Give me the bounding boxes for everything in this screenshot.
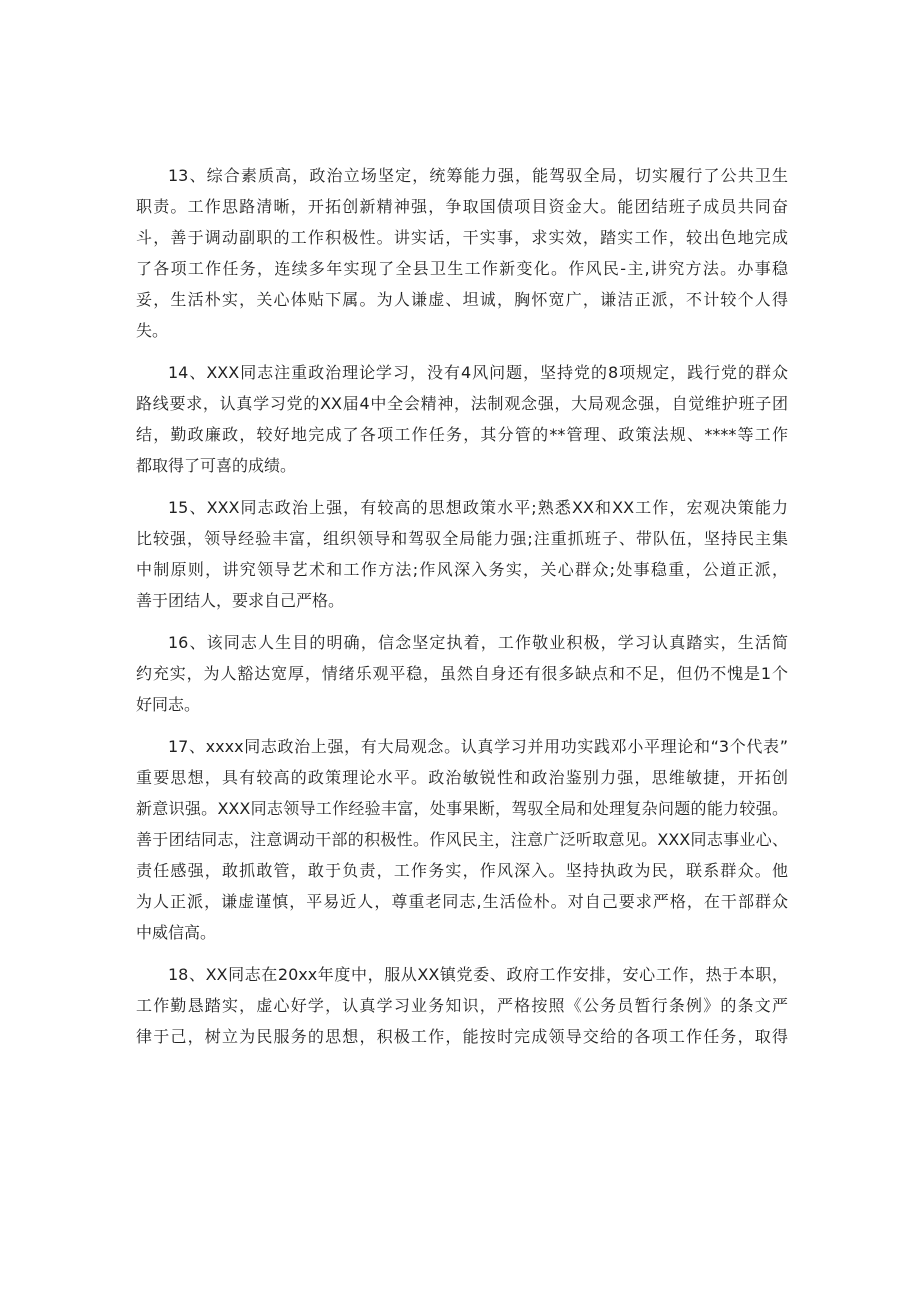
text-line: 结，勤政廉政，较好地完成了各项工作任务，其分管的**管理、政策法规、****等工作 (136, 425, 788, 444)
text-line: 工作勤恳踏实，虚心好学，认真学习业务知识，严格按照《公务员暂行条例》的条文严 (136, 996, 788, 1015)
paragraph-15 (136, 492, 788, 616)
text-line: 了各项工作任务，连续多年实现了全县卫生工作新变化。作风民-主,讲究方法。办事稳 (136, 259, 788, 278)
text-line: 妥，生活朴实，关心体贴下属。为人谦虚、坦诚，胸怀宽广，谦洁正派，不计较个人得 (136, 290, 788, 309)
text-line: 重要思想，具有较高的政策理论水平。政治敏锐性和政治鉴别力强，思维敏捷，开拓创 (136, 768, 788, 787)
document-body (136, 160, 788, 1063)
text-line: 16、该同志人生目的明确，信念坚定执着，工作敬业积极，学习认真踏实，生活简 (168, 633, 788, 652)
paragraph-17 (136, 731, 788, 948)
paragraph-14 (136, 357, 788, 481)
text-line: 15、XXX同志政治上强，有较高的思想政策水平;熟悉XX和XX工作，宏观决策能力 (168, 498, 788, 517)
text-line: 13、综合素质高，政治立场坚定，统筹能力强，能驾驭全局，切实履行了公共卫生 (168, 166, 788, 185)
text-line: 善于团结人，要求自己严格。 (136, 591, 345, 610)
text-line: 为人正派，谦虚谨慎，平易近人，尊重老同志,生活俭朴。对自己要求严格，在干部群众 (136, 892, 788, 911)
text-line: 责任感强，敢抓敢管，敢于负责，工作务实，作风深入。坚持执政为民，联系群众。他 (136, 861, 788, 880)
text-line: 14、XXX同志注重政治理论学习，没有4风问题，坚持党的8项规定，践行党的群众 (168, 363, 788, 382)
paragraph-13 (136, 160, 788, 346)
text-line: 失。 (136, 321, 169, 340)
text-line: 中威信高。 (136, 923, 217, 942)
text-line: 律于己，树立为民服务的思想，积极工作，能按时完成领导交给的各项工作任务，取得 (136, 1027, 788, 1046)
text-line: 18、XX同志在20xx年度中，服从XX镇党委、政府工作安排，安心工作，热于本职， (168, 965, 788, 984)
text-line: 约充实，为人豁达宽厚，情绪乐观平稳，虽然自身还有很多缺点和不足，但仍不愧是1个 (136, 664, 788, 683)
text-line: 都取得了可喜的成绩。 (136, 456, 297, 475)
paragraph-16 (136, 627, 788, 720)
text-line: 斗，善于调动副职的工作积极性。讲实话，干实事，求实效，踏实工作，较出色地完成 (136, 228, 788, 247)
text-line: 善于团结同志，注意调动干部的积极性。作风民主，注意广泛听取意见。XXX同志事业心、 (136, 830, 788, 849)
text-line: 17、xxxx同志政治上强，有大局观念。认真学习并用功实践邓小平理论和“3个代表” (168, 737, 788, 756)
text-line: 路线要求，认真学习党的XX届4中全会精神，法制观念强，大局观念强，自觉维护班子团 (136, 394, 788, 413)
text-line: 比较强，领导经验丰富，组织领导和驾驭全局能力强;注重抓班子、带队伍，坚持民主集 (136, 529, 788, 548)
text-line: 新意识强。XXX同志领导工作经验丰富，处事果断，驾驭全局和处理复杂问题的能力较强。 (136, 799, 788, 818)
paragraph-18 (136, 959, 788, 1052)
text-line: 职责。工作思路清晰，开拓创新精神强，争取国债项目资金大。能团结班子成员共同奋 (136, 197, 788, 216)
text-line: 好同志。 (136, 695, 201, 714)
text-line: 中制原则，讲究领导艺术和工作方法;作风深入务实，关心群众;处事稳重，公道正派， (136, 560, 788, 579)
